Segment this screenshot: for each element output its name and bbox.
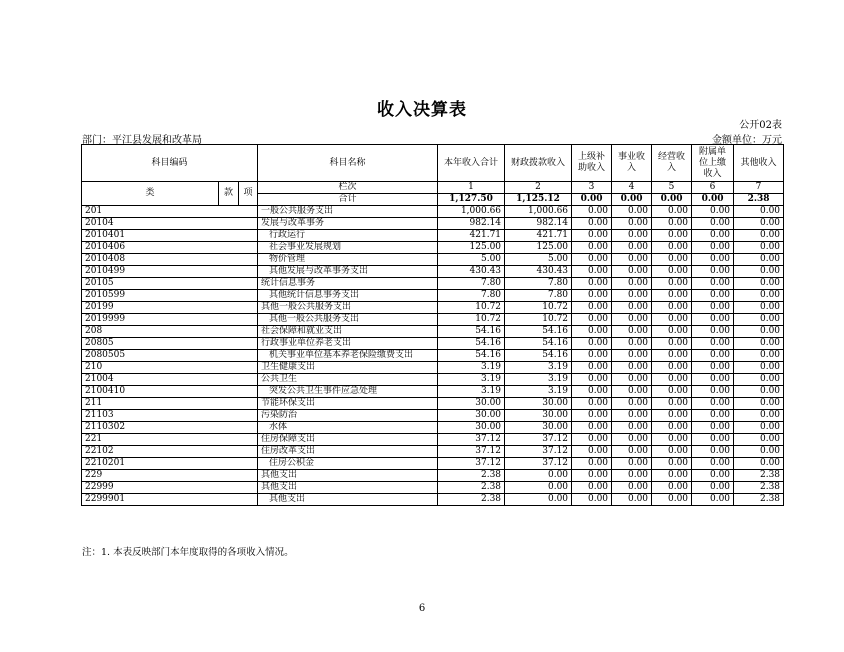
amount-cell: 2.38 [734,494,784,506]
amount-cell: 3.19 [505,386,572,398]
amount-cell: 0.00 [572,326,612,338]
amount-cell: 0.00 [692,422,734,434]
amount-cell: 0.00 [612,278,652,290]
subject-name-cell: 住房公积金 [258,458,438,470]
amount-cell: 125.00 [505,242,572,254]
header-subject-code: 科目编码 [82,145,258,182]
amount-cell: 0.00 [734,446,784,458]
amount-cell: 0.00 [505,482,572,494]
amount-cell: 0.00 [692,398,734,410]
table-row [82,254,784,266]
amount-cell: 0.00 [612,350,652,362]
subject-name-cell: 其他统计信息事务支出 [258,290,438,302]
table-row [82,446,784,458]
amount-cell: 0.00 [572,350,612,362]
amount-cell: 54.16 [505,338,572,350]
subject-name-cell: 突发公共卫生事件应急处理 [258,386,438,398]
amount-cell: 10.72 [505,314,572,326]
amount-cell: 0.00 [612,494,652,506]
amount-cell: 0.00 [612,206,652,218]
amount-cell: 0.00 [692,302,734,314]
column-number: 7 [734,182,784,194]
table-row [82,290,784,302]
amount-cell: 0.00 [572,338,612,350]
amount-cell: 54.16 [438,350,505,362]
amount-cell: 0.00 [692,434,734,446]
subject-code-cell: 201 [82,206,258,218]
subject-code-cell: 21004 [82,374,258,386]
amount-cell: 2.38 [438,482,505,494]
amount-cell: 0.00 [612,482,652,494]
amount-cell: 0.00 [652,338,692,350]
amount-cell: 0.00 [572,482,612,494]
amount-cell: 0.00 [734,278,784,290]
table-row [82,326,784,338]
amount-cell: 0.00 [692,410,734,422]
subject-code-cell: 2019999 [82,314,258,326]
amount-cell: 0.00 [692,350,734,362]
total-cell: 1,127.50 [438,194,505,206]
table-row [82,218,784,230]
amount-cell: 0.00 [572,254,612,266]
subject-name-cell: 其他一般公共服务支出 [258,302,438,314]
table-row [82,362,784,374]
subject-name-cell: 社会事业发展规划 [258,242,438,254]
amount-cell: 0.00 [652,266,692,278]
amount-cell: 0.00 [572,422,612,434]
amount-cell: 0.00 [652,422,692,434]
total-cell: 1,125.12 [505,194,572,206]
amount-cell: 0.00 [692,326,734,338]
amount-cell: 0.00 [652,362,692,374]
table-row [82,398,784,410]
amount-cell: 37.12 [505,446,572,458]
amount-cell: 0.00 [612,362,652,374]
amount-cell: 3.19 [505,362,572,374]
amount-cell: 54.16 [438,338,505,350]
amount-cell: 430.43 [505,266,572,278]
amount-cell: 37.12 [438,446,505,458]
header-other-income: 其他收入 [734,145,784,182]
amount-cell: 0.00 [572,470,612,482]
amount-cell: 0.00 [734,398,784,410]
amount-cell: 0.00 [652,458,692,470]
amount-cell: 0.00 [734,434,784,446]
header-kuan: 款 [219,182,239,206]
department-label: 部门：平江县发展和改革局 [82,135,202,146]
amount-cell: 0.00 [734,326,784,338]
table-row [82,206,784,218]
column-number: 5 [652,182,692,194]
page-number: 6 [418,603,426,614]
amount-cell: 0.00 [734,350,784,362]
amount-cell: 0.00 [572,494,612,506]
amount-cell: 54.16 [505,350,572,362]
amount-cell: 0.00 [612,470,652,482]
amount-cell: 54.16 [438,326,505,338]
amount-cell: 2.38 [438,470,505,482]
amount-cell: 0.00 [612,302,652,314]
subject-name-cell: 其他一般公共服务支出 [258,314,438,326]
amount-cell: 7.80 [505,290,572,302]
subject-name-cell: 社会保障和就业支出 [258,326,438,338]
amount-cell: 0.00 [612,398,652,410]
amount-cell: 0.00 [652,398,692,410]
amount-cell: 0.00 [572,446,612,458]
header-total-income: 本年收入合计 [438,145,505,182]
amount-cell: 0.00 [612,434,652,446]
subject-name-cell: 其他发展与改革事务支出 [258,266,438,278]
amount-cell: 30.00 [505,410,572,422]
subject-code-cell: 208 [82,326,258,338]
amount-cell: 0.00 [692,362,734,374]
table-row [82,302,784,314]
amount-cell: 0.00 [692,446,734,458]
amount-cell: 30.00 [438,398,505,410]
amount-cell: 0.00 [612,266,652,278]
table-row [82,410,784,422]
amount-cell: 0.00 [734,362,784,374]
amount-cell: 0.00 [692,374,734,386]
amount-cell: 10.72 [438,314,505,326]
amount-cell: 30.00 [438,422,505,434]
amount-cell: 0.00 [652,434,692,446]
total-label: 合计 [258,194,438,206]
subject-name-cell: 机关事业单位基本养老保险缴费支出 [258,350,438,362]
amount-cell: 37.12 [438,458,505,470]
amount-cell: 125.00 [438,242,505,254]
amount-cell: 0.00 [652,206,692,218]
amount-cell: 0.00 [572,290,612,302]
header-upper-subsidy: 上级补助收入 [572,145,612,182]
table-row [82,278,784,290]
amount-cell: 0.00 [692,470,734,482]
amount-cell: 0.00 [572,362,612,374]
total-cell: 0.00 [572,194,612,206]
header-affiliated-income: 附属单位上缴收入 [692,145,734,182]
column-number: 4 [612,182,652,194]
subject-code-cell: 22999 [82,482,258,494]
amount-cell: 0.00 [734,302,784,314]
table-row [82,470,784,482]
amount-cell: 0.00 [734,290,784,302]
amount-cell: 3.19 [505,374,572,386]
subject-name-cell: 公共卫生 [258,374,438,386]
table-row [82,434,784,446]
amount-cell: 0.00 [692,230,734,242]
amount-cell: 0.00 [572,206,612,218]
subject-name-cell: 住房改革支出 [258,446,438,458]
amount-cell: 1,000.66 [438,206,505,218]
amount-cell: 0.00 [692,314,734,326]
header-fiscal-income: 财政拨款收入 [505,145,572,182]
amount-cell: 30.00 [505,422,572,434]
amount-cell: 0.00 [652,230,692,242]
amount-cell: 0.00 [734,266,784,278]
amount-cell: 0.00 [612,410,652,422]
amount-cell: 0.00 [612,446,652,458]
table-row [82,458,784,470]
amount-cell: 0.00 [572,458,612,470]
column-number: 3 [572,182,612,194]
amount-cell: 0.00 [652,374,692,386]
subject-code-cell: 221 [82,434,258,446]
amount-cell: 10.72 [438,302,505,314]
amount-cell: 30.00 [505,398,572,410]
amount-cell: 0.00 [572,230,612,242]
subject-name-cell: 其他支出 [258,482,438,494]
subject-name-cell: 节能环保支出 [258,398,438,410]
column-number-row [82,182,784,194]
subject-name-cell: 一般公共服务支出 [258,206,438,218]
amount-cell: 5.00 [438,254,505,266]
subject-code-cell: 2210201 [82,458,258,470]
form-code: 公开02表 [739,120,782,131]
subject-name-cell: 发展与改革事务 [258,218,438,230]
subject-code-cell: 2080505 [82,350,258,362]
amount-cell: 0.00 [612,326,652,338]
subject-code-cell: 2010599 [82,290,258,302]
table-row [82,314,784,326]
amount-cell: 0.00 [652,446,692,458]
subject-code-cell: 211 [82,398,258,410]
amount-cell: 0.00 [612,218,652,230]
amount-cell: 0.00 [652,482,692,494]
subject-name-cell: 物价管理 [258,254,438,266]
table-row [82,338,784,350]
amount-cell: 0.00 [652,470,692,482]
amount-cell: 0.00 [734,422,784,434]
subject-code-cell: 21103 [82,410,258,422]
header-lei: 类 [82,182,219,206]
subject-code-cell: 2100410 [82,386,258,398]
amount-cell: 0.00 [612,422,652,434]
amount-cell: 982.14 [438,218,505,230]
table-note: 注：1. 本表反映部门本年度取得的各项收入情况。 [82,547,294,558]
amount-cell: 0.00 [734,230,784,242]
amount-cell: 0.00 [692,494,734,506]
amount-cell: 3.19 [438,362,505,374]
amount-cell: 0.00 [505,470,572,482]
header-xiang: 项 [239,182,258,206]
amount-cell: 0.00 [572,278,612,290]
amount-cell: 0.00 [572,242,612,254]
amount-cell: 0.00 [692,338,734,350]
subject-code-cell: 2010406 [82,242,258,254]
header-subject-name: 科目名称 [258,145,438,182]
table-row [82,242,784,254]
amount-cell: 0.00 [572,302,612,314]
amount-cell: 0.00 [572,374,612,386]
subject-code-cell: 20199 [82,302,258,314]
table-row [82,230,784,242]
amount-cell: 0.00 [692,458,734,470]
amount-cell: 0.00 [652,314,692,326]
column-number: 2 [505,182,572,194]
amount-cell: 37.12 [505,434,572,446]
amount-cell: 30.00 [438,410,505,422]
amount-cell: 0.00 [734,254,784,266]
amount-cell: 3.19 [438,374,505,386]
amount-cell: 10.72 [505,302,572,314]
amount-cell: 0.00 [505,494,572,506]
amount-cell: 0.00 [572,266,612,278]
total-cell: 0.00 [652,194,692,206]
amount-cell: 0.00 [692,386,734,398]
amount-cell: 1,000.66 [505,206,572,218]
amount-cell: 0.00 [652,290,692,302]
amount-cell: 0.00 [612,314,652,326]
amount-cell: 37.12 [438,434,505,446]
amount-cell: 0.00 [734,218,784,230]
subject-code-cell: 20805 [82,338,258,350]
subject-code-cell: 20104 [82,218,258,230]
subject-code-cell: 22102 [82,446,258,458]
amount-cell: 0.00 [612,374,652,386]
subject-code-cell: 229 [82,470,258,482]
amount-cell: 0.00 [692,254,734,266]
subject-name-cell: 行政运行 [258,230,438,242]
amount-cell: 0.00 [692,206,734,218]
amount-cell: 0.00 [734,410,784,422]
amount-cell: 0.00 [692,482,734,494]
subject-code-cell: 20105 [82,278,258,290]
amount-cell: 54.16 [505,326,572,338]
amount-cell: 7.80 [505,278,572,290]
header-row [82,145,784,182]
amount-cell: 0.00 [734,386,784,398]
total-cell: 2.38 [734,194,784,206]
header-operating-income: 经营收入 [652,145,692,182]
amount-cell: 0.00 [652,410,692,422]
amount-cell: 0.00 [734,206,784,218]
amount-cell: 0.00 [652,278,692,290]
amount-cell: 0.00 [734,374,784,386]
amount-cell: 2.38 [438,494,505,506]
subject-name-cell: 水体 [258,422,438,434]
amount-cell: 0.00 [572,218,612,230]
amount-cell: 0.00 [652,254,692,266]
table-row [82,422,784,434]
amount-cell: 7.80 [438,278,505,290]
subject-name-cell: 其他支出 [258,470,438,482]
amount-cell: 0.00 [652,494,692,506]
subject-code-cell: 2110302 [82,422,258,434]
subject-name-cell: 其他支出 [258,494,438,506]
amount-cell: 0.00 [652,302,692,314]
amount-cell: 0.00 [572,434,612,446]
amount-cell: 0.00 [692,242,734,254]
amount-cell: 0.00 [652,350,692,362]
amount-cell: 0.00 [572,314,612,326]
amount-cell: 0.00 [652,326,692,338]
total-cell: 0.00 [692,194,734,206]
subject-code-cell: 2010408 [82,254,258,266]
income-table [81,144,784,506]
amount-cell: 982.14 [505,218,572,230]
total-cell: 0.00 [612,194,652,206]
amount-cell: 0.00 [612,230,652,242]
report-title: 收入决算表 [377,100,467,120]
amount-cell: 421.71 [438,230,505,242]
amount-cell: 430.43 [438,266,505,278]
amount-cell: 0.00 [734,338,784,350]
amount-cell: 0.00 [692,290,734,302]
amount-cell: 37.12 [505,458,572,470]
amount-cell: 0.00 [652,242,692,254]
subject-name-cell: 卫生健康支出 [258,362,438,374]
table-row [82,482,784,494]
subject-name-cell: 住房保障支出 [258,434,438,446]
amount-cell: 0.00 [612,338,652,350]
table-row [82,494,784,506]
header-lanci: 栏次 [258,182,438,194]
amount-cell: 0.00 [692,266,734,278]
table-row [82,266,784,278]
amount-cell: 7.80 [438,290,505,302]
subject-code-cell: 210 [82,362,258,374]
amount-cell: 0.00 [572,410,612,422]
amount-cell: 0.00 [692,278,734,290]
amount-cell: 0.00 [734,458,784,470]
table-row [82,374,784,386]
table-row [82,386,784,398]
amount-cell: 0.00 [612,386,652,398]
amount-cell: 2.38 [734,470,784,482]
amount-cell: 0.00 [734,314,784,326]
amount-cell: 0.00 [734,242,784,254]
amount-unit-label: 金额单位：万元 [712,135,782,146]
amount-cell: 5.00 [505,254,572,266]
amount-cell: 2.38 [734,482,784,494]
subject-name-cell: 统计信息事务 [258,278,438,290]
amount-cell: 0.00 [692,218,734,230]
amount-cell: 0.00 [612,458,652,470]
column-number: 1 [438,182,505,194]
header-business-income: 事业收入 [612,145,652,182]
subject-code-cell: 2010499 [82,266,258,278]
table-row [82,350,784,362]
amount-cell: 421.71 [505,230,572,242]
amount-cell: 0.00 [572,386,612,398]
amount-cell: 0.00 [612,290,652,302]
amount-cell: 0.00 [572,398,612,410]
amount-cell: 0.00 [612,254,652,266]
amount-cell: 0.00 [652,218,692,230]
amount-cell: 0.00 [612,242,652,254]
subject-name-cell: 污染防治 [258,410,438,422]
subject-name-cell: 行政事业单位养老支出 [258,338,438,350]
amount-cell: 3.19 [438,386,505,398]
subject-code-cell: 2010401 [82,230,258,242]
column-number: 6 [692,182,734,194]
amount-cell: 0.00 [652,386,692,398]
subject-code-cell: 2299901 [82,494,258,506]
